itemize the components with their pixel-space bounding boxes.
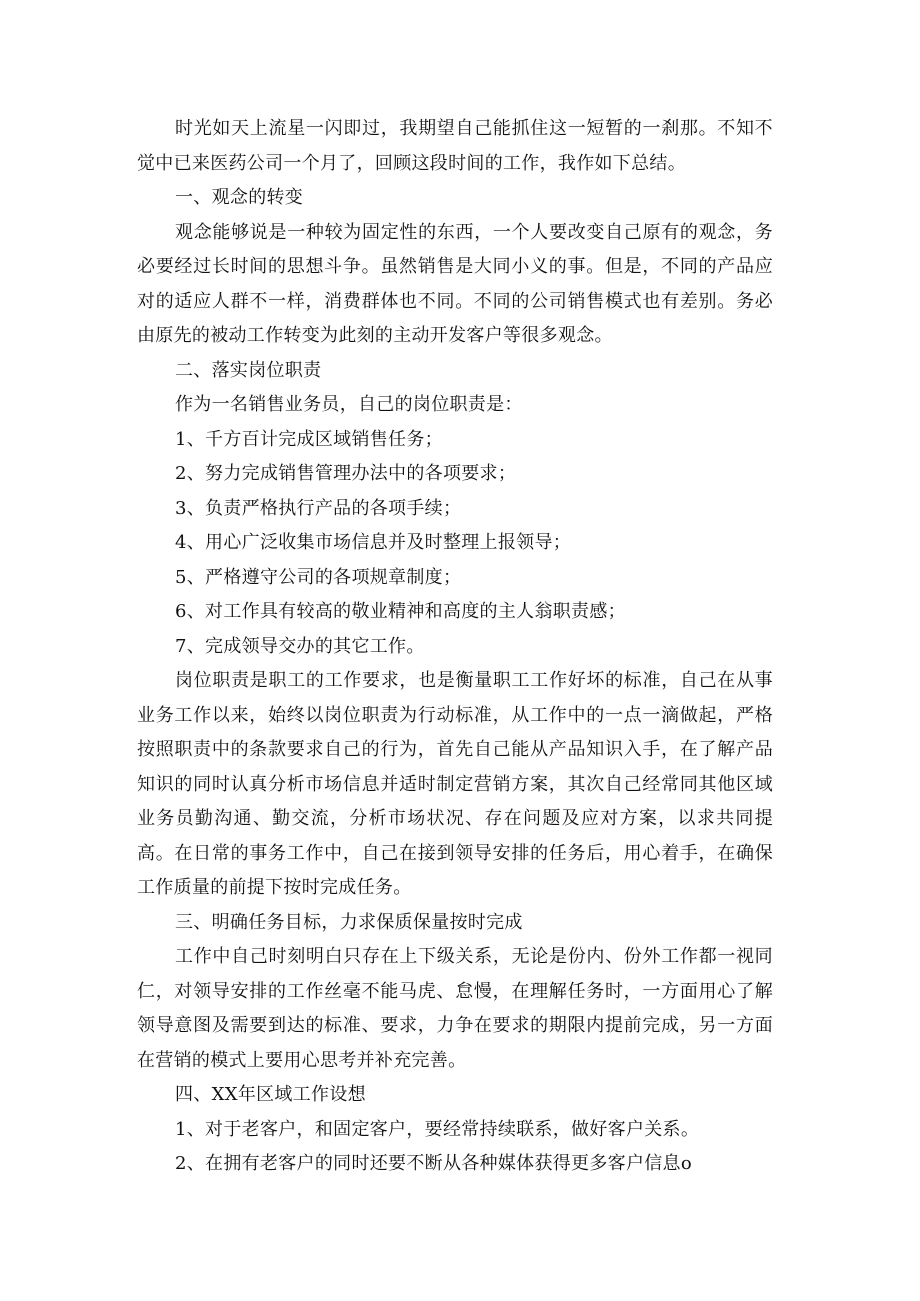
duty-item-3: 3、负责严格执行产品的各项手续；: [175, 497, 462, 519]
duty-item-6: 6、对工作具有较高的敬业精神和高度的主人翁职责感；: [175, 601, 626, 622]
section-2-paragraph: 岗位职责是职工的工作要求，也是衡量职工工作好坏的标准，自己在从事业务工作以来，始终以岗位职责为行动标准，从工作中的一点一滴做起，严格按照职责中的条款要求自己的行为，首先自己能从产品知识入手，在了解产品知识的同时认真分析市场信息并适时制定营销方案，其次自己经常同其他区域业务员勤沟通、勤交流，分析市场状况、存在问题及应对方案，以求共同提高。在日常的事务工作中，自己在接到领导安排的任务后，用心着手，在确保工作质量的前提下按时完成任务。: [137, 670, 773, 898]
duties-intro: 作为一名销售业务员，自己的岗位职责是：: [175, 394, 523, 415]
section-heading-1: 一、观念的转变: [175, 187, 304, 208]
section-heading-3: 三、明确任务目标，力求保质保量按时完成: [175, 911, 523, 933]
duty-item-2: 2、努力完成销售管理办法中的各项要求；: [175, 463, 517, 484]
plan-item-1: 1、对于老客户，和固定客户，要经常持续联系，做好客户关系。: [175, 1118, 700, 1140]
duty-item-7: 7、完成领导交办的其它工作。: [175, 635, 425, 657]
duty-item-4: 4、用心广泛收集市场信息并及时整理上报领导；: [175, 532, 572, 553]
plan-item-2: 2、在拥有老客户的同时还要不断从各种媒体获得更多客户信息o: [175, 1153, 692, 1174]
intro-paragraph: 时光如天上流星一闪即过，我期望自己能抓住这一短暂的一刹那。不知不觉中已来医药公司一个月了，回顾这段时间的工作，我作如下总结。: [137, 118, 773, 174]
section-heading-2: 二、落实岗位职责: [175, 359, 322, 381]
duty-item-5: 5、严格遵守公司的各项规章制度；: [175, 566, 462, 588]
section-heading-4: 四、XX年区域工作设想: [175, 1084, 366, 1105]
section-3-paragraph: 工作中自己时刻明白只存在上下级关系，无论是份内、份外工作都一视同仁，对领导安排的工作丝毫不能马虎、怠慢，在理解任务时，一方面用心了解领导意图及需要到达的标准、要求，力争在要求的期限内提前完成，另一方面在营销的模式上要用心思考并补充完善。: [137, 946, 773, 1071]
document-body: [137, 112, 773, 1182]
duty-item-1: 1、千方百计完成区域销售任务；: [175, 428, 443, 450]
section-1-paragraph: 观念能够说是一种较为固定性的东西，一个人要改变自己原有的观念，务必要经过长时间的思想斗争。虽然销售是大同小义的事。但是，不同的产品应对的适应人群不一样，消费群体也不同。不同的公司销售模式也有差别。务必由原先的被动工作转变为此刻的主动开发客户等很多观念。: [137, 221, 773, 346]
